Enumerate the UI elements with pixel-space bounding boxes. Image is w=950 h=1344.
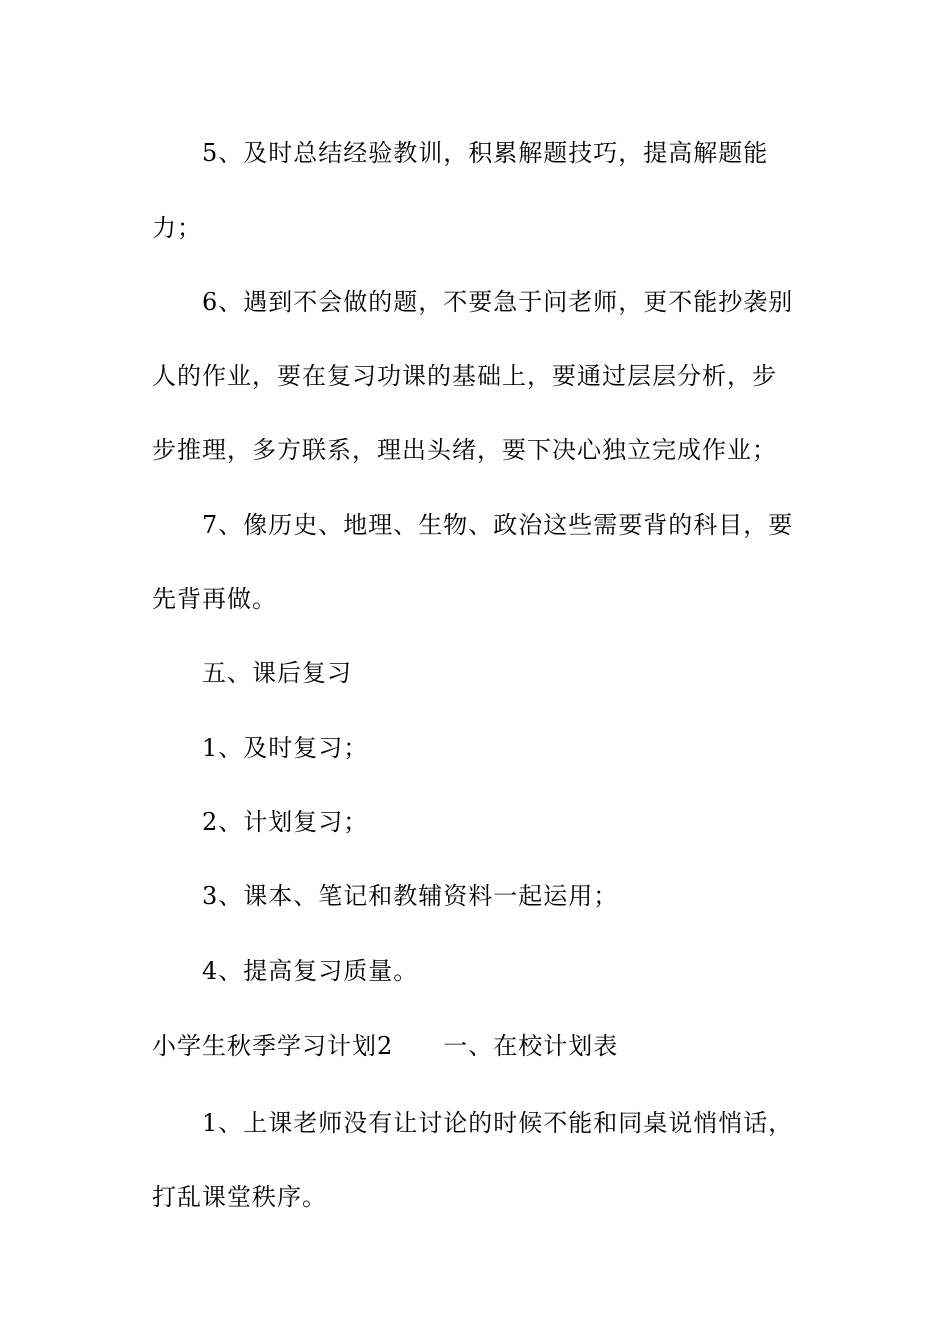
list-item: 2、计划复习； — [202, 808, 369, 836]
section-title: 一、在校计划表 — [443, 1032, 619, 1060]
list-item: 1、及时复习； — [202, 734, 369, 762]
document-title: 小学生秋季学习计划2 — [152, 1032, 394, 1060]
list-item: 3、课本、笔记和教辅资料一起运用； — [202, 882, 619, 910]
section-heading: 五、课后复习 — [202, 659, 352, 687]
paragraph-line: 力； — [152, 214, 202, 242]
document-heading — [152, 1031, 618, 1061]
paragraph-line: 人的作业，要在复习功课的基础上，要通过层层分析，步 — [152, 362, 777, 390]
paragraph-line: 6、遇到不会做的题，不要急于问老师，更不能抄袭别 — [202, 288, 794, 316]
paragraph-line: 先背再做。 — [152, 585, 277, 613]
paragraph-line: 步推理，多方联系，理出头绪，要下决心独立完成作业； — [152, 436, 777, 464]
paragraph-line: 打乱课堂秩序。 — [152, 1183, 327, 1211]
paragraph-line: 7、像历史、地理、生物、政治这些需要背的科目，要 — [202, 511, 794, 539]
list-item: 4、提高复习质量。 — [202, 957, 419, 985]
paragraph-line: 5、及时总结经验教训，积累解题技巧，提高解题能 — [202, 139, 769, 167]
paragraph-line: 1、上课老师没有让讨论的时候不能和同桌说悄悄话， — [202, 1109, 794, 1137]
